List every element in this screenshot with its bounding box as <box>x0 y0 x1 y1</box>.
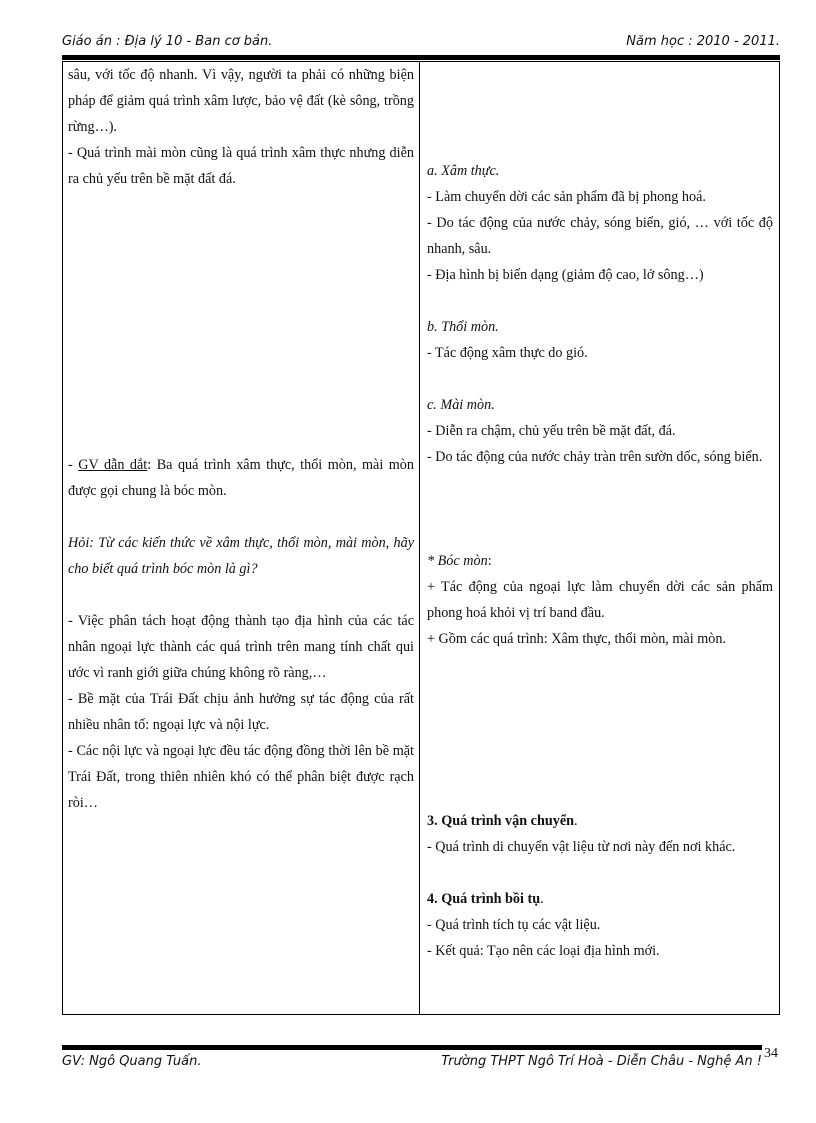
lead-in-dash: - <box>68 457 79 473</box>
left-paragraph-5: - Các nội lực và ngoại lực đều tác động đồng thời lên bề mặt Trái Đất, trong thiên nhiên khó có thể phân biệt được rạch ròi… <box>68 743 414 811</box>
lead-in-label: GV dẫn dắt <box>78 457 148 473</box>
erosion-item-2: + Gồm các quá trình: Xâm thực, thổi mòn, mài mòn. <box>427 631 726 647</box>
header-course: Giáo án : Địa lý 10 - Ban cơ bản. <box>62 34 273 49</box>
section-a-item-2: - Do tác động của nước chảy, sóng biển, gió, … với tốc độ nhanh, sâu. <box>427 215 773 257</box>
question: Hỏi: Từ các kiến thức về xâm thực, thổi mòn, mài mòn, hãy cho biết quá trình bóc mòn là gì? <box>68 535 414 577</box>
section-a-item-1: - Làm chuyển dời các sản phẩm đã bị phong hoá. <box>427 189 706 205</box>
section-4-item-2: - Kết quả: Tạo nên các loại địa hình mới. <box>427 943 660 959</box>
content-column <box>427 62 773 964</box>
left-paragraph-4: - Bề mặt của Trái Đất chịu ảnh hưởng sự tác động của rất nhiều nhân tố: ngoại lực và nội lực. <box>68 691 414 733</box>
column-divider <box>419 62 420 1014</box>
left-paragraph-1: sâu, với tốc độ nhanh. Vì vậy, người ta phải có những biện pháp để giảm quá trình xâm lược, bảo vệ đất (kè sông, trồng rừng…). <box>68 67 414 135</box>
section-3-item-1: - Quá trình di chuyển vật liệu từ nơi này đến nơi khác. <box>427 839 736 855</box>
section-b-item-1: - Tác động xâm thực do gió. <box>427 345 588 361</box>
section-a-item-3: - Địa hình bị biến dạng (giảm độ cao, lở sông…) <box>427 267 704 283</box>
lead-in-text: : Ba quá trình xâm thực, thổi mòn, mài mòn được gọi chung là bóc mòn. <box>68 457 414 499</box>
section-3-title <box>427 808 773 834</box>
erosion-title-text: * Bóc mòn <box>427 553 488 569</box>
left-paragraph-3: - Việc phân tách hoạt động thành tạo địa hình của các tác nhân ngoại lực thành các quá trình trên mang tính chất qui ước vì ranh giới giữa chúng không rõ ràng,… <box>68 613 414 681</box>
page-number: 34 <box>764 1046 778 1061</box>
section-4-title-dot: . <box>540 891 544 907</box>
section-4-title <box>427 886 773 912</box>
teacher-lead-in <box>68 452 414 504</box>
erosion-title <box>427 548 773 574</box>
section-4-title-text: 4. Quá trình bồi tụ <box>427 891 541 907</box>
section-b-title: b. Thổi mòn. <box>427 319 499 335</box>
section-c-item-2: - Do tác động của nước chảy tràn trên sườn dốc, sóng biển. <box>427 449 763 465</box>
lesson-table <box>62 62 780 1015</box>
section-3-title-dot: . <box>574 813 578 829</box>
section-3-title-text: 3. Quá trình vận chuyển <box>427 813 575 829</box>
page-header <box>62 32 780 52</box>
section-c-item-1: - Diễn ra chậm, chủ yếu trên bề mặt đất, đá. <box>427 423 676 439</box>
left-paragraph-2: - Quá trình mài mòn cũng là quá trình xâm thực nhưng diễn ra chủ yếu trên bề mặt đất đá. <box>68 145 414 187</box>
erosion-item-1: + Tác động của ngoại lực làm chuyển dời các sản phẩm phong hoá khỏi vị trí band đầu. <box>427 579 773 621</box>
teacher-activity-column <box>68 62 414 816</box>
header-rule <box>62 55 780 60</box>
section-c-title: c. Mài mòn. <box>427 397 495 413</box>
erosion-title-colon: : <box>487 553 492 569</box>
footer-teacher: GV: Ngô Quang Tuấn. <box>62 1054 202 1069</box>
footer-school: Trường THPT Ngô Trí Hoà - Diễn Châu - Nghệ An ! <box>441 1054 762 1069</box>
section-a-title: a. Xâm thực. <box>427 163 500 179</box>
header-school-year: Năm học : 2010 - 2011. <box>626 34 780 49</box>
page-footer <box>62 1052 762 1072</box>
footer-rule <box>62 1045 762 1050</box>
section-4-item-1: - Quá trình tích tụ các vật liệu. <box>427 917 601 933</box>
